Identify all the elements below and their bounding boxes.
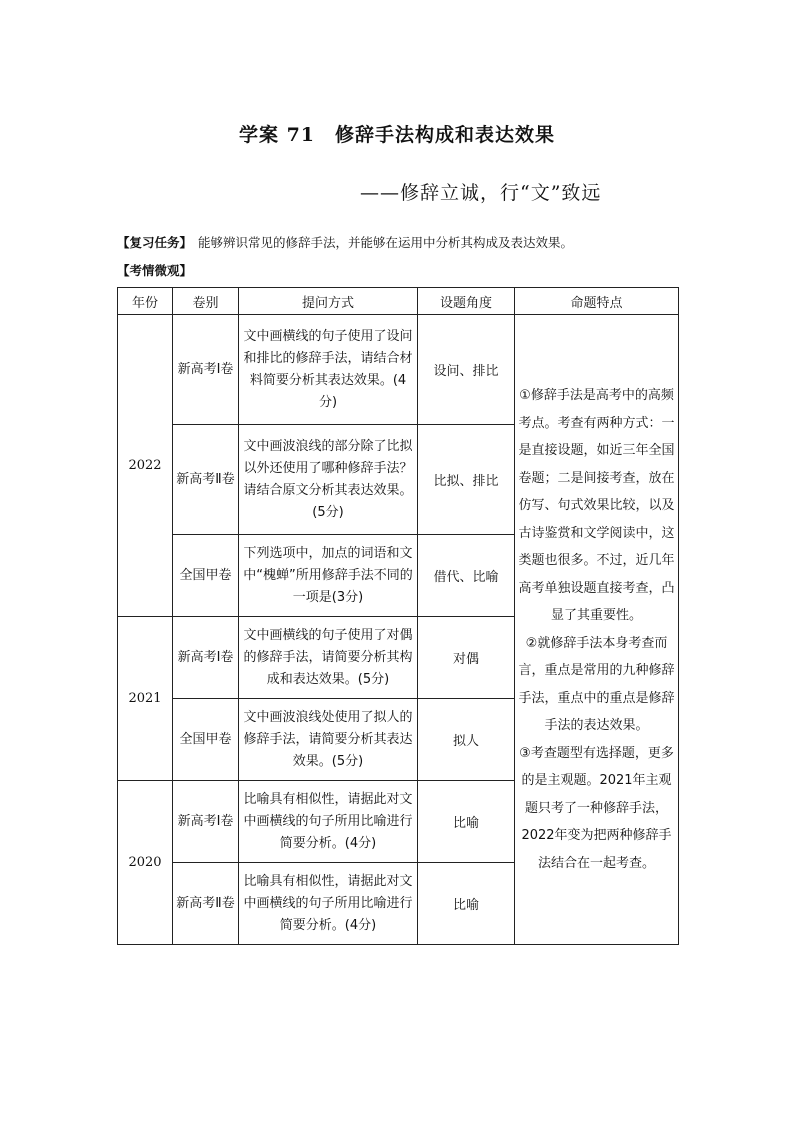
angle-cell: 比喻 bbox=[418, 781, 515, 863]
paper-cell: 新高考Ⅰ卷 bbox=[173, 617, 239, 699]
year-cell: 2021 bbox=[118, 617, 173, 781]
angle-cell: 比喻 bbox=[418, 863, 515, 945]
question-cell: 文中画横线的句子使用了设问和排比的修辞手法，请结合材料简要分析其表达效果。(4分) bbox=[239, 315, 418, 425]
angle-cell: 对偶 bbox=[418, 617, 515, 699]
question-cell: 比喻具有相似性，请据此对文中画横线的句子所用比喻进行简要分析。(4分) bbox=[239, 863, 418, 945]
page-subtitle: ——修辞立诚，行“文”致远 bbox=[360, 182, 602, 204]
table-header-row bbox=[118, 288, 679, 315]
year-cell: 2022 bbox=[118, 315, 173, 617]
paper-cell: 新高考Ⅰ卷 bbox=[173, 315, 239, 425]
exam-analysis-table bbox=[117, 287, 679, 945]
table-row bbox=[118, 315, 679, 425]
question-cell: 比喻具有相似性，请据此对文中画横线的句子所用比喻进行简要分析。(4分) bbox=[239, 781, 418, 863]
angle-cell: 比拟、排比 bbox=[418, 425, 515, 535]
page-title: 学案 71 修辞手法构成和表达效果 bbox=[238, 124, 556, 146]
paper-cell: 全国甲卷 bbox=[173, 535, 239, 617]
question-cell: 文中画横线的句子使用了对偶的修辞手法，请简要分析其构成和表达效果。(5分) bbox=[239, 617, 418, 699]
header-year: 年份 bbox=[118, 288, 173, 315]
question-cell: 下列选项中，加点的词语和文中“槐蝉”所用修辞手法不同的一项是(3分) bbox=[239, 535, 418, 617]
paper-cell: 全国甲卷 bbox=[173, 699, 239, 781]
question-cell: 文中画波浪线处使用了拟人的修辞手法，请简要分析其表达效果。(5分) bbox=[239, 699, 418, 781]
review-task-tag: 【复习任务】 bbox=[117, 235, 193, 250]
feature-point: ③考查题型有选择题，更多的是主观题。2021年主观题只考了一种修辞手法，2022年变为把两种修辞手法结合在一起考查。 bbox=[519, 745, 674, 871]
angle-cell: 拟人 bbox=[418, 699, 515, 781]
features-cell bbox=[515, 315, 679, 945]
question-cell: 文中画波浪线的部分除了比拟以外还使用了哪种修辞手法？请结合原文分析其表达效果。(5分) bbox=[239, 425, 418, 535]
year-cell: 2020 bbox=[118, 781, 173, 945]
header-question: 提问方式 bbox=[239, 288, 418, 315]
header-paper: 卷别 bbox=[173, 288, 239, 315]
review-task-text: 能够辨识常见的修辞手法，并能够在运用中分析其构成及表达效果。 bbox=[198, 235, 574, 250]
review-task bbox=[117, 233, 573, 251]
section-label: 【考情微观】 bbox=[117, 263, 193, 278]
feature-point: ①修辞手法是高考中的高频考点。考查有两种方式：一是直接设题，如近三年全国卷题；二是间接考查，放在仿写、句式效果比较，以及古诗鉴赏和文学阅读中，这类题也很多。不过，近几年高考单独设题直接考查，凸显了其重要性。 bbox=[518, 388, 675, 623]
header-features: 命题特点 bbox=[515, 288, 679, 315]
header-angle: 设题角度 bbox=[418, 288, 515, 315]
angle-cell: 借代、比喻 bbox=[418, 535, 515, 617]
paper-cell: 新高考Ⅱ卷 bbox=[173, 863, 239, 945]
paper-cell: 新高考Ⅰ卷 bbox=[173, 781, 239, 863]
angle-cell: 设问、排比 bbox=[418, 315, 515, 425]
feature-point: ②就修辞手法本身考查而言，重点是常用的九种修辞手法，重点中的重点是修辞手法的表达效果。 bbox=[518, 635, 675, 733]
paper-cell: 新高考Ⅱ卷 bbox=[173, 425, 239, 535]
